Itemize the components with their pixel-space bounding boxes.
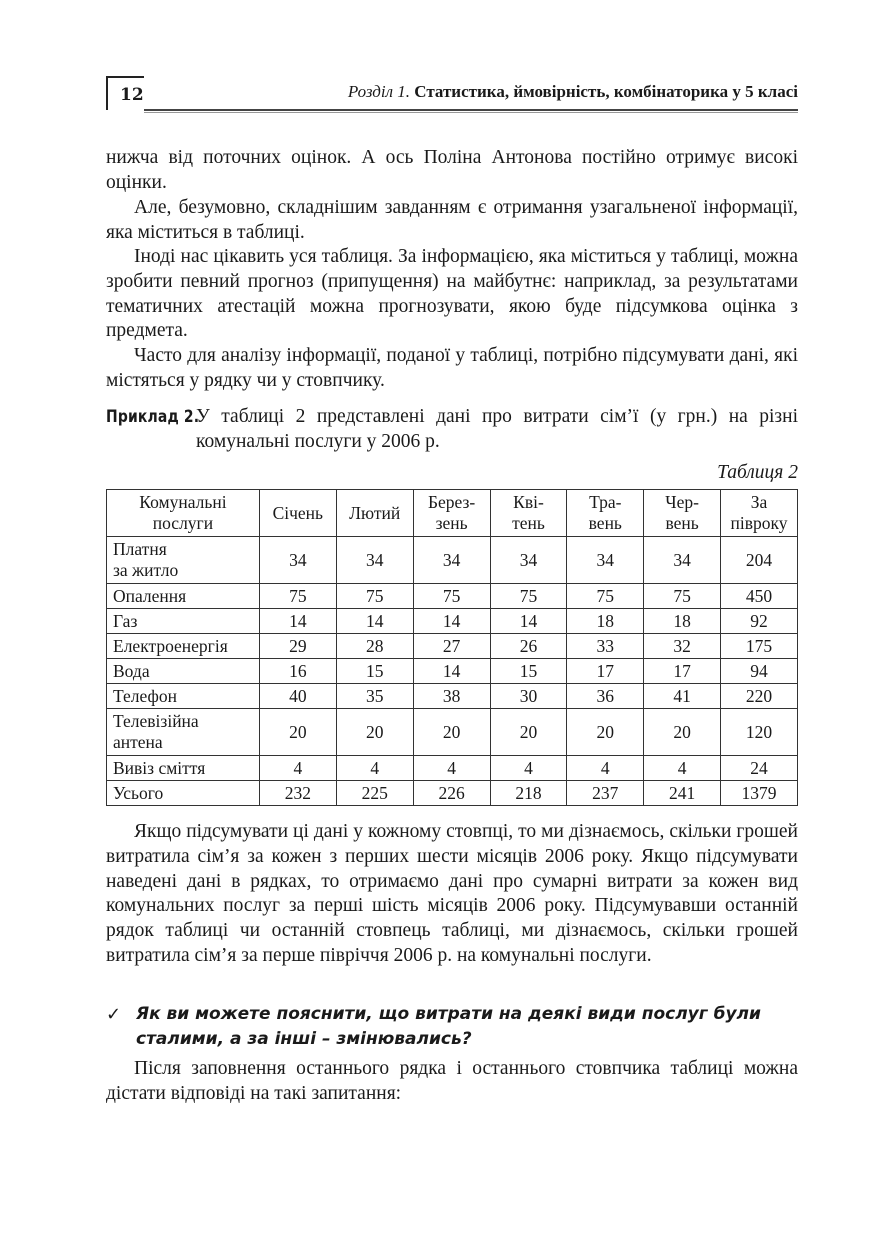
row-label: Телевізійна антена [107, 709, 260, 756]
table-cell: 20 [490, 709, 567, 756]
table-cell: 40 [259, 684, 336, 709]
table-cell: 17 [567, 659, 644, 684]
example-text: У таблиці 2 представлені дані про витрати сім’ї (у грн.) на різні комунальні послуги у 2006 р. [196, 406, 798, 452]
table-cell: 4 [336, 756, 413, 781]
table-cell: 34 [567, 537, 644, 584]
paragraph-1: нижча від поточних оцінок. А ось Поліна Антонова постійно отримує високі оцінки. [106, 147, 798, 193]
table-cell: 15 [336, 659, 413, 684]
paragraph-2: Але, безумовно, складнішим завданням є отримання узагальненої інформації, яка міститься в таблиці. [106, 197, 798, 243]
row-label: Опалення [107, 584, 260, 609]
table-cell: 34 [490, 537, 567, 584]
table-cell: 27 [413, 634, 490, 659]
paragraph-5: Якщо підсумувати ці дані у кожному стовпці, то ми дізнаємось, скільки грошей витратила сім’я за кожен з перших шести місяців 2006 року. Якщо підсумувати наведені дані в рядках, то отримаємо дані про сумарні витрати за кожен вид комунальних послуг за перші шість місяців 2006 року. Підсумувавши останній рядок таблиці чи останній стовпець таблиці, ми дізнаємось, скільки грошей витратила сім’я за перше півріччя 2006 р. на комунальні послуги. [106, 821, 798, 966]
table-cell: 241 [644, 781, 721, 806]
table-row [107, 659, 798, 684]
table-cell: 18 [644, 609, 721, 634]
table-cell: 14 [336, 609, 413, 634]
question-text: Як ви можете пояснити, що витрати на деякі види послуг були сталими, а за інші – змінювались? [136, 1004, 761, 1049]
row-label: Усього [107, 781, 260, 806]
table-cell: 18 [567, 609, 644, 634]
table-cell: 1379 [721, 781, 798, 806]
header-may: Тра- вень [567, 490, 644, 537]
table-cell: 26 [490, 634, 567, 659]
table-cell: 120 [721, 709, 798, 756]
paragraph-6: Після заповнення останнього рядка і останнього стовпчика таблиці можна дістати відповіді на такі запитання: [106, 1058, 798, 1104]
paragraph-3: Іноді нас цікавить уся таблиця. За інформацією, яка міститься у таблиці, можна зробити певний прогноз (припущення) на майбутнє: наприклад, за результатами тематичних атестацій можна прогнозувати, якою буде підсумкова оцінка з предмета. [106, 246, 798, 342]
table-cell: 15 [490, 659, 567, 684]
table-cell: 4 [644, 756, 721, 781]
chapter-title [348, 82, 798, 102]
table-cell: 4 [413, 756, 490, 781]
question-block [106, 1002, 798, 1052]
table-cell: 175 [721, 634, 798, 659]
table-row [107, 537, 798, 584]
table-cell: 20 [567, 709, 644, 756]
table-cell: 75 [413, 584, 490, 609]
table-cell: 225 [336, 781, 413, 806]
header-january: Січень [259, 490, 336, 537]
header-february: Лютий [336, 490, 413, 537]
table-cell: 226 [413, 781, 490, 806]
table-cell: 24 [721, 756, 798, 781]
table-cell: 75 [259, 584, 336, 609]
table-cell: 34 [336, 537, 413, 584]
header-rule-thin [144, 112, 798, 113]
table-total-row [107, 781, 798, 806]
table-cell: 38 [413, 684, 490, 709]
table-row [107, 584, 798, 609]
table-cell: 28 [336, 634, 413, 659]
table-cell: 75 [336, 584, 413, 609]
checkmark-icon: ✓ [106, 1004, 122, 1025]
example-block [106, 405, 798, 455]
row-label: Вивіз сміття [107, 756, 260, 781]
table-cell: 41 [644, 684, 721, 709]
header-half-year: За півроку [721, 490, 798, 537]
table-cell: 94 [721, 659, 798, 684]
paragraph-4: Часто для аналізу інформації, поданої у таблиці, потрібно підсумувати дані, які містяться у рядку чи у стовпчику. [106, 345, 798, 391]
header-june: Чер- вень [644, 490, 721, 537]
table-row [107, 609, 798, 634]
page-header [106, 76, 798, 112]
table-cell: 218 [490, 781, 567, 806]
table-cell: 237 [567, 781, 644, 806]
header-april: Кві- тень [490, 490, 567, 537]
header-march: Берез- зень [413, 490, 490, 537]
table-cell: 14 [413, 659, 490, 684]
table-cell: 4 [490, 756, 567, 781]
table-cell: 14 [413, 609, 490, 634]
table-cell: 75 [490, 584, 567, 609]
example-label: Приклад 2. [106, 407, 200, 427]
chapter-name: Статистика, ймовірність, комбінаторика у 5 класі [414, 82, 798, 101]
table-header-row [107, 490, 798, 537]
table-cell: 232 [259, 781, 336, 806]
table-cell: 34 [413, 537, 490, 584]
table-cell: 34 [644, 537, 721, 584]
row-label: Електроенергія [107, 634, 260, 659]
header-services: Комунальні послуги [107, 490, 260, 537]
table-cell: 220 [721, 684, 798, 709]
table-cell: 17 [644, 659, 721, 684]
table-cell: 32 [644, 634, 721, 659]
row-label: Вода [107, 659, 260, 684]
table-cell: 16 [259, 659, 336, 684]
table-cell: 33 [567, 634, 644, 659]
table-cell: 20 [336, 709, 413, 756]
table-cell: 34 [259, 537, 336, 584]
table-cell: 35 [336, 684, 413, 709]
table-cell: 450 [721, 584, 798, 609]
table-caption: Таблиця 2 [717, 462, 798, 483]
row-label: Телефон [107, 684, 260, 709]
table-cell: 204 [721, 537, 798, 584]
table-row [107, 756, 798, 781]
table-cell: 20 [259, 709, 336, 756]
table-cell: 92 [721, 609, 798, 634]
table-cell: 20 [413, 709, 490, 756]
table-row [107, 634, 798, 659]
table-cell: 36 [567, 684, 644, 709]
table-cell: 75 [567, 584, 644, 609]
table-cell: 20 [644, 709, 721, 756]
table-row [107, 684, 798, 709]
header-rule [144, 109, 798, 111]
chapter-prefix: Розділ 1. [347, 82, 411, 101]
table-cell: 75 [644, 584, 721, 609]
table-cell: 29 [259, 634, 336, 659]
row-label: Газ [107, 609, 260, 634]
table-cell: 4 [567, 756, 644, 781]
table-cell: 4 [259, 756, 336, 781]
row-label: Платня за житло [107, 537, 260, 584]
table-row [107, 709, 798, 756]
table-cell: 30 [490, 684, 567, 709]
utilities-table [106, 489, 798, 806]
table-cell: 14 [490, 609, 567, 634]
table-cell: 14 [259, 609, 336, 634]
page-number: 12 [106, 76, 144, 110]
